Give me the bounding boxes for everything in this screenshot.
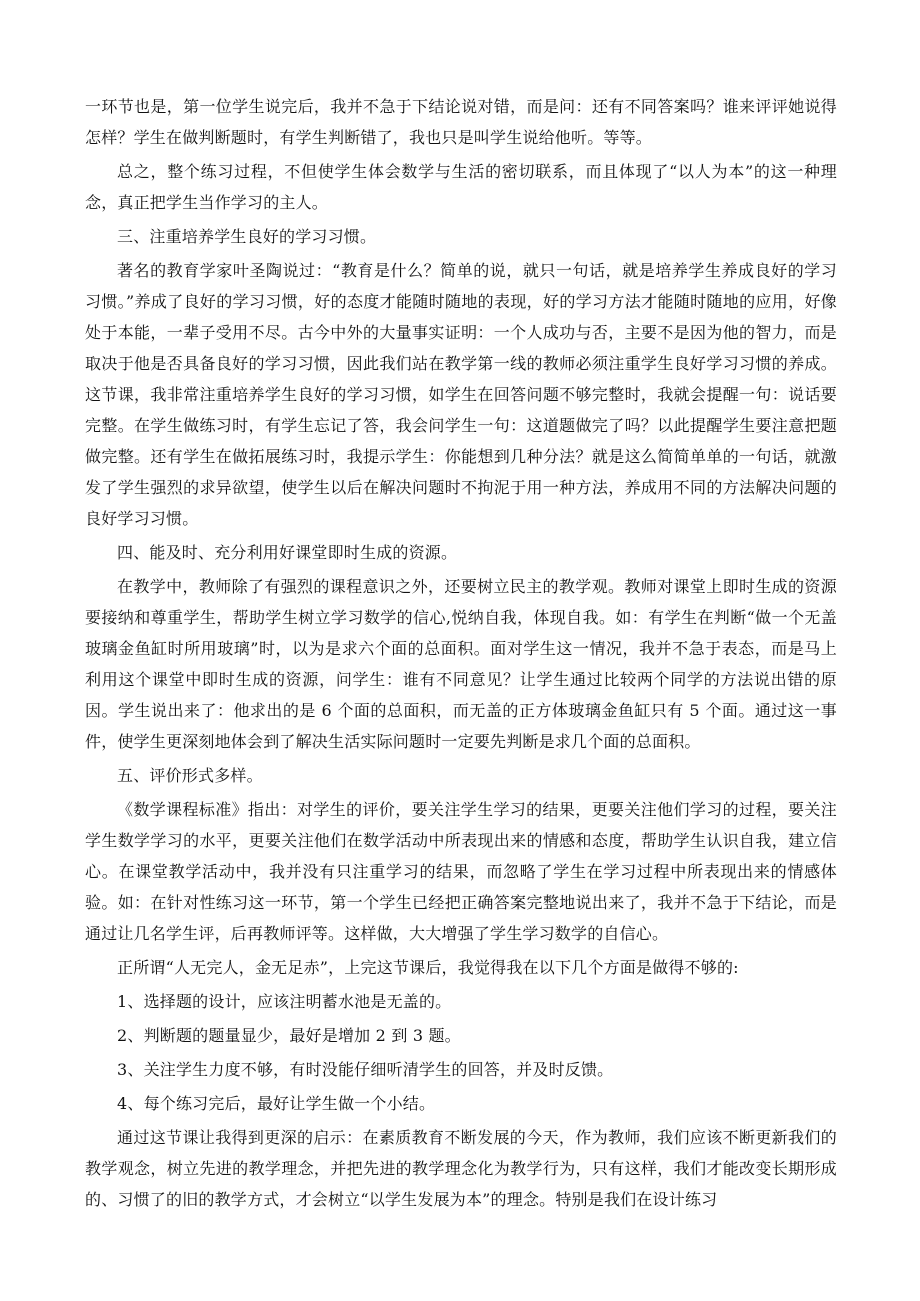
paragraph-evaluation: 《数学课程标准》指出：对学生的评价，要关注学生学习的结果，更要关注他们学习的过程，要关注学生数学学习的水平，更要关注他们在数学活动中所表现出来的情感和态度，帮助学生认识自我，建立信心。在课堂教学活动中，我并没有只注重学习的结果，而忽略了学生在学习过程中所表现出来的情感体验。如：在针对性练习这一环节，第一个学生已经把正确答案完整地说出来了，我并不急于下结论，而是通过让几名学生评，后再教师评等。这样做，大大增强了学生学习数学的自信心。 [85,800,837,943]
section-heading-4: 四、能及时、充分利用好课堂即时生成的资源。 [117,543,458,562]
paragraph-habits: 著名的教育学家叶圣陶说过：“教育是什么？简单的说，就只一句话，就是培养学生养成良好的学习习惯。”养成了良好的学习习惯，好的态度才能随时随地的表现，好的学习方法才能随时随地的应用，好像处于本能，一辈子受用不尽。古今中外的大量事实证明：一个人成功与否，主要不是因为他的智力，而是取决于他是否具备良好的学习习惯，因此我们站在教学第一线的教师必须注重学生良好学习习惯的养成。这节课，我非常注重培养学生良好的学习习惯，如学生在回答问题不够完整时，我就会提醒一句：说话要完整。在学生做练习时，有学生忘记了答，我会问学生一句：这道题做完了吗？以此提醒学生要注意把题做完整。还有学生在做拓展练习时，我提示学生：你能想到几种分法？就是这么简简单单的一句话，就激发了学生强烈的求异欲望，使学生以后在解决问题时不拘泥于用一种方法，养成用不同的方法解决问题的良好学习习惯。 [85,261,837,528]
paragraph-conclusion: 通过这节课让我得到更深的启示：在素质教育不断发展的今天，作为教师，我们应该不断更新我们的教学观念，树立先进的教学理念，并把先进的教学理念化为教学行为，只有这样，我们才能改变长期形成的、习惯了的旧的教学方式，才会树立“以学生发展为本”的理念。特别是我们在设计练习 [85,1128,837,1209]
paragraph-summary: 总之，整个练习过程，不但使学生体会数学与生活的密切联系，而且体现了“以人为本”的这一种理念，真正把学生当作学习的主人。 [85,162,837,212]
document-page [85,91,837,1215]
list-item-2: 2、判断题的题量显少，最好是增加 2 到 3 题。 [117,1026,461,1045]
list-item-1: 1、选择题的设计，应该注明蓄水池是无盖的。 [117,992,452,1011]
list-item-3: 3、关注学生力度不够，有时没能仔细听清学生的回答，并及时反馈。 [117,1060,614,1079]
paragraph-continuation: 一环节也是，第一位学生说完后，我并不急于下结论说对错，而是问：还有不同答案吗？谁来评评她说得怎样？学生在做判断题时，有学生判断错了，我也只是叫学生说给他听。等等。 [85,97,837,147]
section-heading-3: 三、注重培养学生良好的学习习惯。 [117,227,377,246]
paragraph-resources: 在教学中，教师除了有强烈的课程意识之外，还要树立民主的教学观。教师对课堂上即时生成的资源要接纳和尊重学生，帮助学生树立学习数学的信心,悦纳自我，体现自我。如：有学生在判断“做一个无盖玻璃金鱼缸时所用玻璃”时，以为是求六个面的总面积。面对学生这一情况，我并不急于表态，而是马上利用这个课堂中即时生成的资源，问学生：谁有不同意见？让学生通过比较两个同学的方法说出错的原因。学生说出来了：他求出的是 6 个面的总面积，而无盖的正方体玻璃金鱼缸只有 5 个面。通过这一事件，使学生更深刻地体会到了解决生活实际问题时一定要先判断是求几个面的总面积。 [85,577,837,751]
list-item-4: 4、每个练习完后，最好让学生做一个小结。 [117,1094,436,1113]
paragraph-shortcomings-intro: 正所谓“人无完人，金无足赤”，上完这节课后，我觉得我在以下几个方面是做得不够的: [117,958,739,977]
section-heading-5: 五、评价形式多样。 [117,766,263,785]
